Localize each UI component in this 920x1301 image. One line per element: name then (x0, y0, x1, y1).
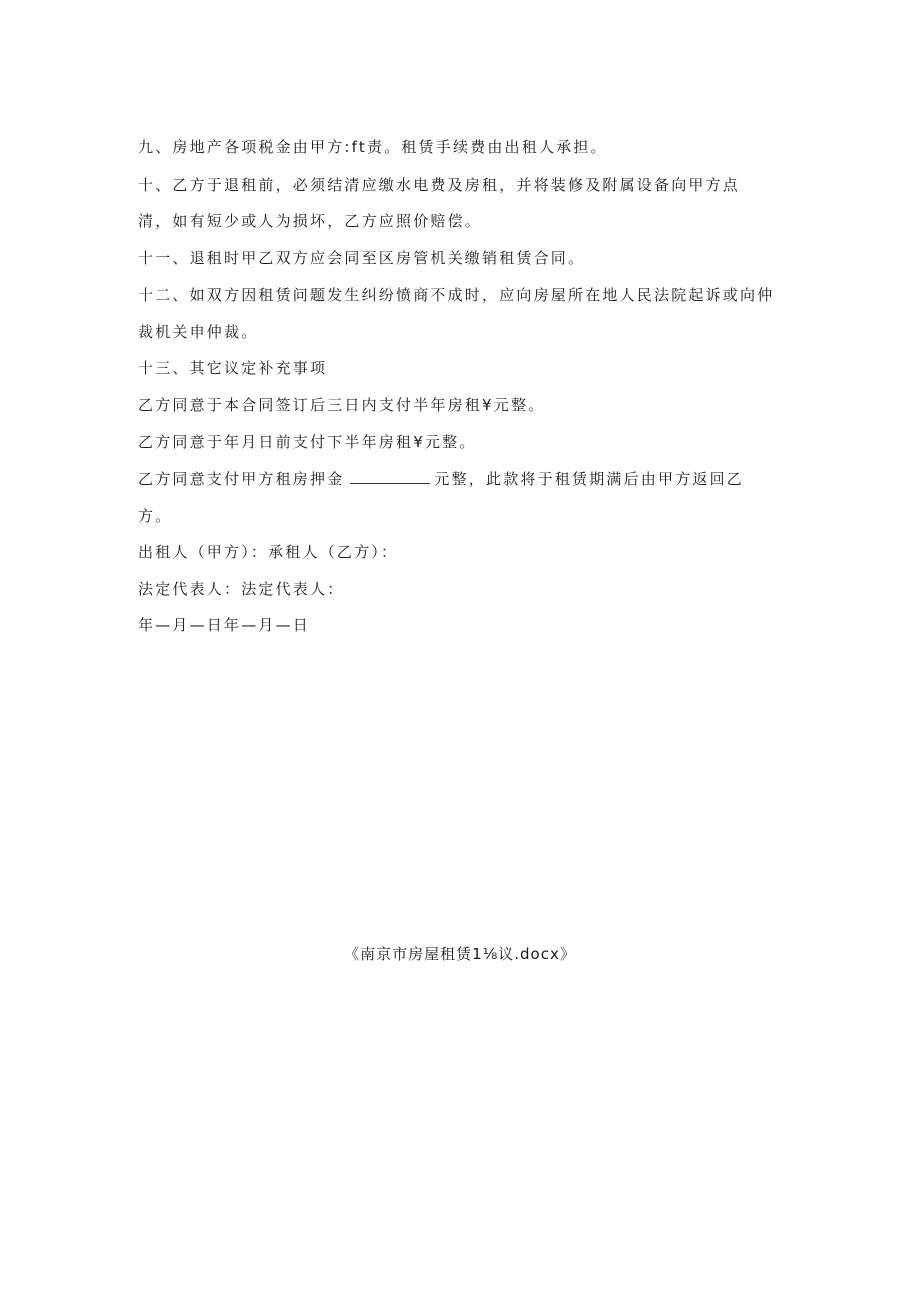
payment-second-half: 乙方同意于年月日前支付下半年房租¥元整。 (138, 433, 477, 451)
clause-12-line-1: 十二、如双方因租赁问题发生纠纷愤商不成时，应向房屋所在地人民法院起诉或向仲 (138, 286, 775, 304)
deposit-text-before: 乙方同意支付甲方租房押金 (138, 470, 345, 488)
deposit-text-after: 元整，此款将于租赁期满后由甲方返回乙 (434, 470, 745, 488)
deposit-blank (350, 469, 430, 484)
clause-12-line-2: 裁机关申仲裁。 (138, 323, 259, 341)
document-footer: 《南京市房屋租赁1⅛议.docx》 (344, 945, 576, 963)
signature-parties: 出租人（甲方）：承租人（乙方）： (138, 543, 399, 561)
clause-10-line-1: 十、乙方于退租前，必须结清应缴水电费及房租，并将装修及附属设备向甲方点 (138, 176, 741, 194)
clause-13: 十三、其它议定补充事项 (138, 359, 328, 377)
deposit-line-continued: 方。 (138, 507, 173, 525)
clause-11: 十一、退租时甲乙双方应会同至区房管机关缴销租赁合同。 (138, 249, 586, 267)
signature-dates: 年—月—日年—月—日 (138, 616, 311, 634)
clause-9: 九、房地产各项税金由甲方:ft责。租赁手续费由出租人承担。 (138, 138, 608, 156)
payment-first-half: 乙方同意于本合同签订后三日内支付半年房租¥元整。 (138, 396, 546, 414)
clause-10-line-2: 清，如有短少或人为损坏，乙方应照价赔偿。 (138, 212, 483, 230)
deposit-line (138, 469, 744, 489)
signature-representatives: 法定代表人：法定代表人： (138, 580, 345, 598)
